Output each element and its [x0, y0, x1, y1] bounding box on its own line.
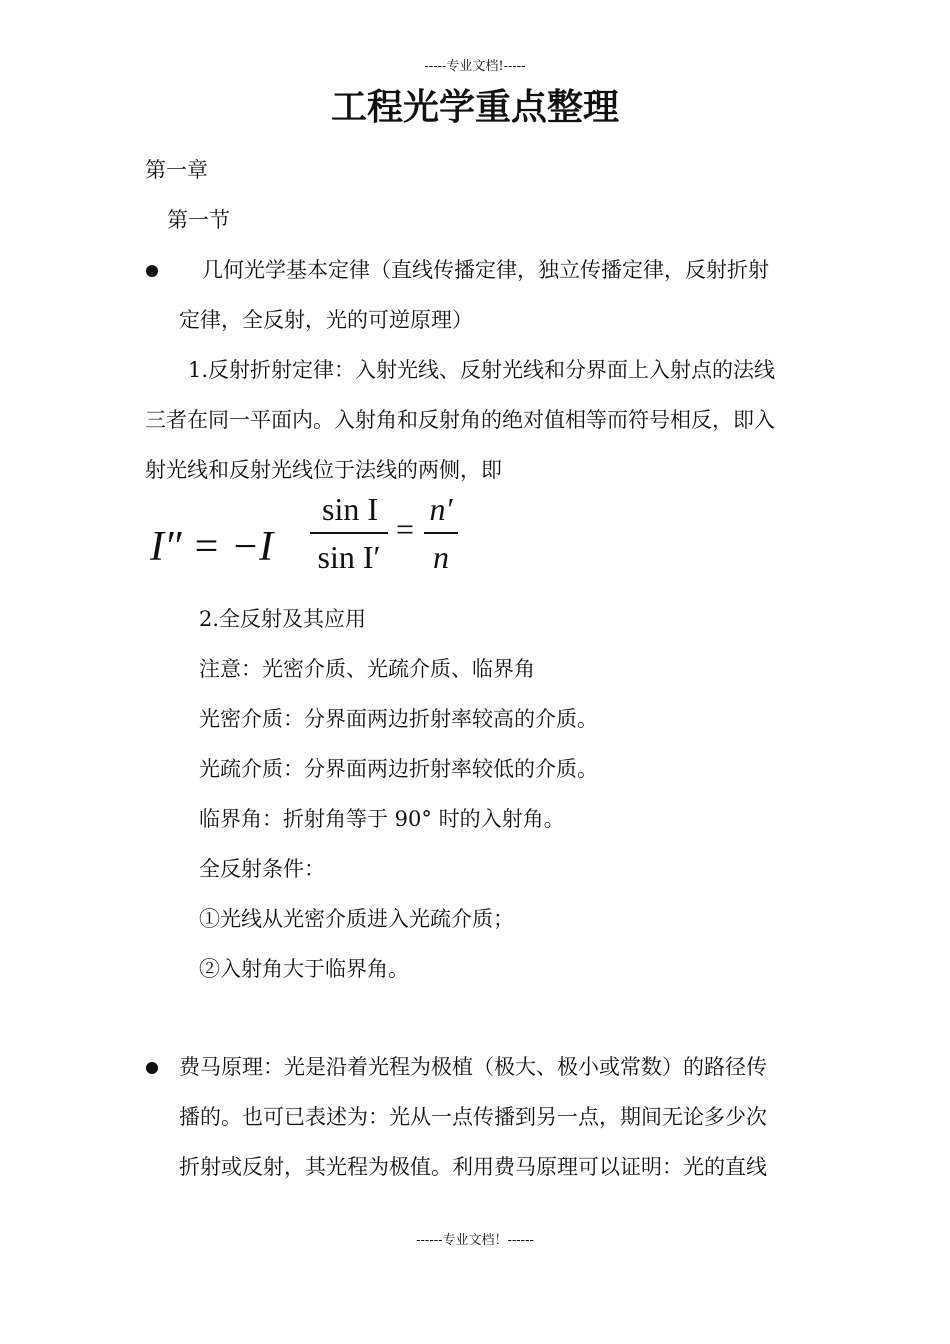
chapter-heading: 第一章 — [145, 158, 208, 182]
total-reflection-condition: 全反射条件： — [199, 857, 325, 881]
formula-equals: = — [396, 511, 415, 547]
total-reflection-note: 注意：光密介质、光疏介质、临界角 — [199, 657, 535, 681]
page-footer-note: ------专业文档！------ — [416, 1233, 534, 1248]
critical-angle-def: 临界角：折射角等于 90° 时的入射角。 — [199, 807, 565, 831]
bullet2-line1: 费马原理：光是沿着光程为极植（极大、极小或常数）的路径传 — [179, 1055, 767, 1079]
law1-line2: 三者在同一平面内。入射角和反射角的绝对值相等而符号相反，即入 — [145, 408, 775, 432]
formula-denominator-2: n — [433, 539, 449, 575]
document-title: 工程光学重点整理 — [330, 87, 619, 128]
formula-denominator: sin I′ — [317, 539, 381, 575]
dense-medium-def: 光密介质：分界面两边折射率较高的介质。 — [199, 707, 598, 731]
formula-reflection: I″ = −I — [150, 524, 274, 570]
bullet-dot — [146, 265, 158, 277]
formula-numerator-2: n′ — [429, 491, 453, 527]
fraction-bar-2 — [424, 532, 458, 534]
condition-item-1: ①光线从光密介质进入光疏介质； — [199, 907, 514, 931]
formula-numerator: sin I — [322, 491, 378, 527]
law1-line3: 射光线和反射光线位于法线的两侧，即 — [145, 458, 502, 482]
bullet-dot — [146, 1062, 158, 1074]
bullet2-line2: 播的。也可已表述为：光从一点传播到另一点，期间无论多少次 — [179, 1105, 767, 1129]
condition-item-2: ②入射角大于临界角。 — [199, 957, 409, 981]
fraction-bar — [310, 532, 388, 534]
total-reflection-heading: 2.全反射及其应用 — [199, 607, 367, 631]
section-heading: 第一节 — [167, 208, 230, 232]
law1-line1: 1.反射折射定律：入射光线、反射光线和分界面上入射点的法线 — [188, 358, 776, 382]
sparse-medium-def: 光疏介质：分界面两边折射率较低的介质。 — [199, 757, 598, 781]
bullet1-line1: 几何光学基本定律（直线传播定律，独立传播定律，反射折射 — [202, 258, 769, 282]
bullet2-line3: 折射或反射，其光程为极值。利用费马原理可以证明：光的直线 — [179, 1155, 767, 1179]
page-header-note: -----专业文档!----- — [424, 59, 526, 74]
bullet1-line2: 定律，全反射，光的可逆原理） — [179, 308, 473, 332]
